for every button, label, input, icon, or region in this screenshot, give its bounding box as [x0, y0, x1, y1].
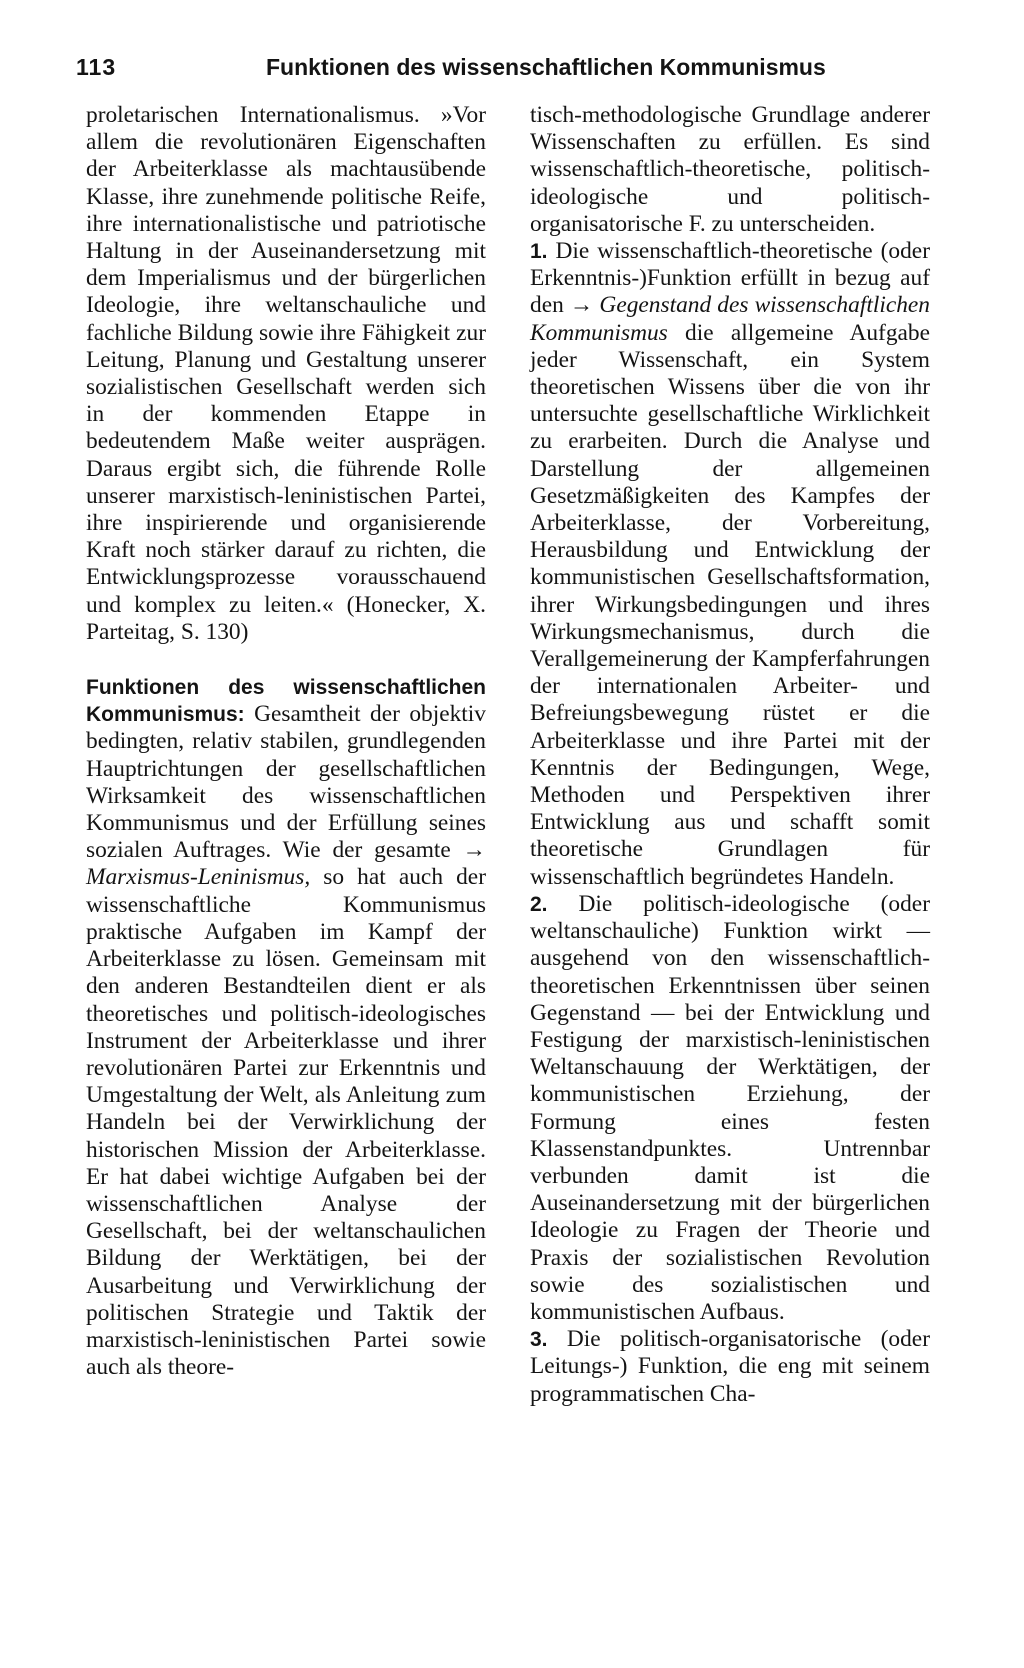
item-number: 1. [530, 240, 548, 264]
numbered-item-3 [530, 1326, 930, 1408]
arrow-right-icon: → [569, 292, 594, 319]
numbered-item-1 [530, 238, 930, 891]
dictionary-entry [86, 674, 486, 1381]
item-number: 3. [530, 1328, 548, 1352]
page-header [76, 50, 936, 84]
arrow-right-icon: → [462, 837, 486, 864]
entry-definition: Gesamtheit der objektiv bedingten, relativ stabilen, grundlegenden Hauptrichtungen der gesellschaftlichen Wirksamkeit des wissenschaftlichen Kommunismus und der Erfüllung seines sozialen Auftrages. Wie der gesamte [86, 701, 486, 864]
continuation-text: proletarischen Internationalismus. »Vor allem die revolutionären Eigenschaften der Arbeiterklasse als machtausübende Klasse, ihre zunehmende politische Reife, ihre internationalistische und patriotische Haltung in der Auseinandersetzung mit dem Imperialismus und der bürgerlichen Ideologie, ihre weltanschauliche und fachliche Bildung sowie ihre Fähigkeit zur Leitung, Planung und Gestaltung unserer sozialistischen Gesellschaft werden sich in der kommenden Etappe in bedeutendem Maße weiter ausprägen. Daraus ergibt sich, die führende Rolle unserer marxistisch-leninistischen Partei, ihre inspirierende und organisierende Kraft noch stärker darauf zu richten, die Entwicklungsprozesse vorausschauend und komplex zu leiten.« (Honecker, X. Parteitag, S. 130) [86, 102, 486, 645]
item-text: Die politisch-ideologische (oder weltanschauliche) Funktion wirkt — ausgehend von den wissenschaftlich-theoretischen Erkenntnissen über seinen Gegenstand — bei der Entwicklung und Festigung der marxistisch-leninistischen Weltanschauung der Werktätigen, der kommunistischen Erziehung, der Formung eines festen Klassenstandpunktes. Untrennbar verbunden damit ist die Auseinandersetzung mit der bürgerlichen Ideologie zu Fragen der Theorie und Praxis der sozialistischen Revolution sowie des sozialistischen und kommunistischen Aufbaus. [530, 890, 930, 1325]
numbered-item-2 [530, 891, 930, 1326]
left-column [86, 102, 486, 1381]
item-text-continued: die allgemeine Aufgabe jeder Wissenschaft, ein System theoretischen Wissens über die von ihr untersuchte gesellschaftliche Wirklichkeit zu erarbeiten. Durch die Analyse und Darstellung der allgemeinen Gesetzmäßigkeiten des Kampfes der Arbeiterklasse, der Vorbereitung, Herausbildung und Entwicklung der kommunistischen Gesellschaftsformation, ihrer Wirkungsbedingungen und ihres Wirkungsmechanismus, durch die Verallgemeinerung der Kampferfahrungen der internationalen Arbeiter- und Befreiungsbewegung rüstet er die Arbeiterklasse und ihre Partei mit der Kenntnis der Bedingungen, Wege, Methoden und Perspektiven ihrer Entwicklung aus und schafft somit theoretische Grundlagen für wissenschaftlich begründetes Handeln. [530, 319, 930, 890]
entry-spacer [86, 646, 486, 674]
item-text: Die wissenschaftlich-theoretische (oder Erkenntnis-)Funktion erfüllt in bezug auf den [530, 238, 930, 319]
cross-reference-label: Gegenstand des wissenschaftlichen Kommunismus [530, 292, 930, 346]
running-title: Funktionen des wissenschaftlichen Kommunismus [266, 54, 826, 80]
continuation-text: tisch-methodologische Grundlage anderer Wissenschaften zu erfüllen. Es sind wissenschaftlich-theoretische, politisch-ideologische und politisch-organisatorische F. zu unterscheiden. [530, 102, 930, 237]
item-text: Die politisch-organisatorische (oder Leitungs-) Funktion, die eng mit seinem programmatischen Cha- [530, 1326, 930, 1407]
entry-body: so hat auch der wissenschaftliche Kommunismus praktische Aufgaben im Kampf der Arbeiterklasse zu lösen. Gemeinsam mit den anderen Bestandteilen dient er als theoretisches und politisch-ideologisches Instrument der Arbeiterklasse und ihrer revolutionären Partei zur Erkenntnis und Umgestaltung der Welt, als Anleitung zum Handeln bei der Verwirklichung der historischen Mission der Arbeiterklasse. Er hat dabei wichtige Aufgaben bei der wissenschaftlichen Analyse der Gesellschaft, bei der weltanschaulichen Bildung der Werktätigen, bei der Ausarbeitung und Verwirklichung der politischen Strategie und Taktik der marxistisch-leninistischen Partei sowie auch als theore- [86, 864, 486, 1381]
cross-reference-label: Marxismus-Leninismus, [86, 864, 311, 891]
entry-headword: Funktionen des wissenschaftlichen Kommunismus: [86, 676, 486, 727]
item-number: 2. [530, 892, 548, 916]
page-number: 113 [76, 54, 117, 80]
right-column [530, 102, 930, 1408]
